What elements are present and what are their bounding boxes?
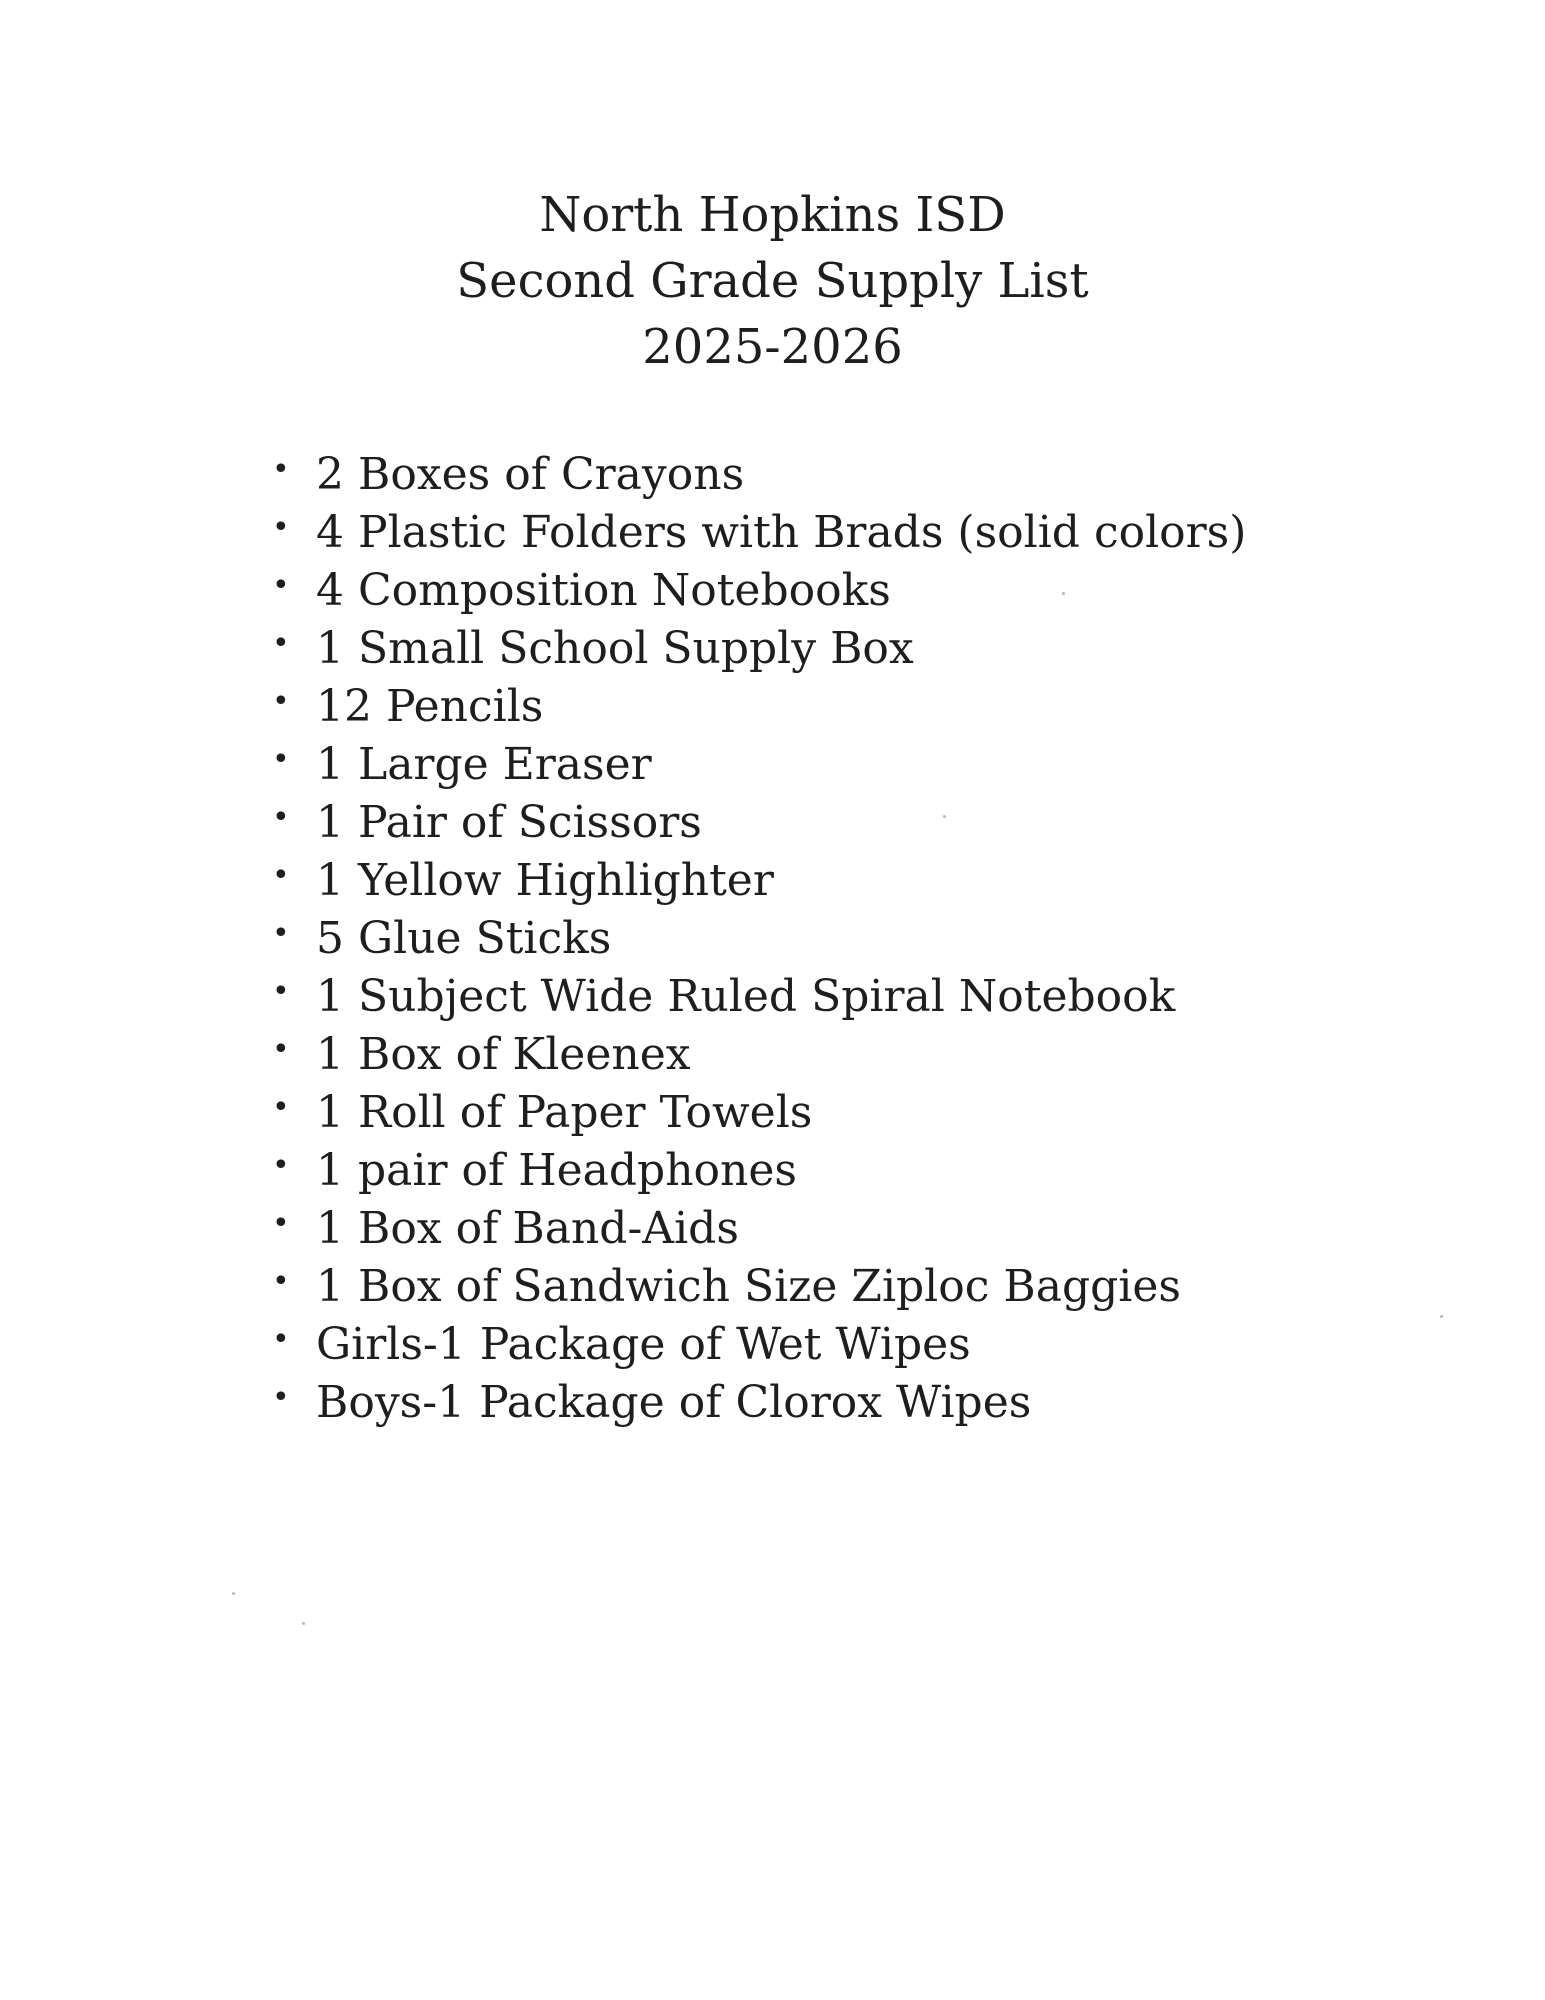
school-name: North Hopkins ISD [539, 187, 1006, 243]
supply-item-text: Girls-1 Package of Wet Wipes [316, 1319, 971, 1370]
supply-item-text: 1 Yellow Highlighter [316, 855, 774, 906]
bullet-icon: • [272, 916, 290, 951]
supply-item-text: 1 Large Eraser [316, 739, 652, 790]
bullet-icon: • [272, 510, 290, 545]
supply-item-text: 1 Roll of Paper Towels [316, 1087, 813, 1138]
bullet-icon: • [272, 1032, 290, 1067]
supply-item-text: Boys-1 Package of Clorox Wipes [316, 1377, 1032, 1428]
scan-speck [1062, 592, 1065, 595]
supply-item-text: 5 Glue Sticks [316, 913, 612, 964]
supply-item-text: 4 Composition Notebooks [316, 565, 891, 616]
bullet-icon: • [272, 452, 290, 487]
supply-item-text: 1 Box of Kleenex [316, 1029, 691, 1080]
document-header [0, 182, 1545, 380]
bullet-icon: • [272, 568, 290, 603]
scan-speck [1440, 1315, 1443, 1318]
scan-speck [302, 1622, 305, 1625]
bullet-icon: • [272, 1206, 290, 1241]
supply-item-text: 1 Small School Supply Box [316, 623, 914, 674]
bullet-icon: • [272, 1264, 290, 1299]
bullet-icon: • [272, 974, 290, 1009]
bullet-icon: • [272, 1322, 290, 1357]
supply-item-text: 1 Pair of Scissors [316, 797, 702, 848]
supply-item-text: 1 pair of Headphones [316, 1145, 797, 1196]
bullet-icon: • [272, 626, 290, 661]
list-title: Second Grade Supply List [456, 253, 1089, 309]
bullet-icon: • [272, 1148, 290, 1183]
supply-item-text: 1 Box of Band-Aids [316, 1203, 739, 1254]
bullet-icon: • [272, 800, 290, 835]
supply-item-text: 12 Pencils [316, 681, 544, 732]
bullet-icon: • [272, 742, 290, 777]
scan-speck [943, 815, 946, 818]
school-year: 2025-2026 [642, 319, 903, 375]
supply-item-text: 2 Boxes of Crayons [316, 449, 745, 500]
bullet-icon: • [272, 1380, 290, 1415]
supply-item-text: 1 Box of Sandwich Size Ziploc Baggies [316, 1261, 1181, 1312]
scan-speck [232, 1592, 235, 1595]
bullet-icon: • [272, 858, 290, 893]
supply-item-text: 4 Plastic Folders with Brads (solid colors) [316, 507, 1247, 558]
supply-item-text: 1 Subject Wide Ruled Spiral Notebook [316, 971, 1176, 1022]
bullet-icon: • [272, 684, 290, 719]
bullet-icon: • [272, 1090, 290, 1125]
